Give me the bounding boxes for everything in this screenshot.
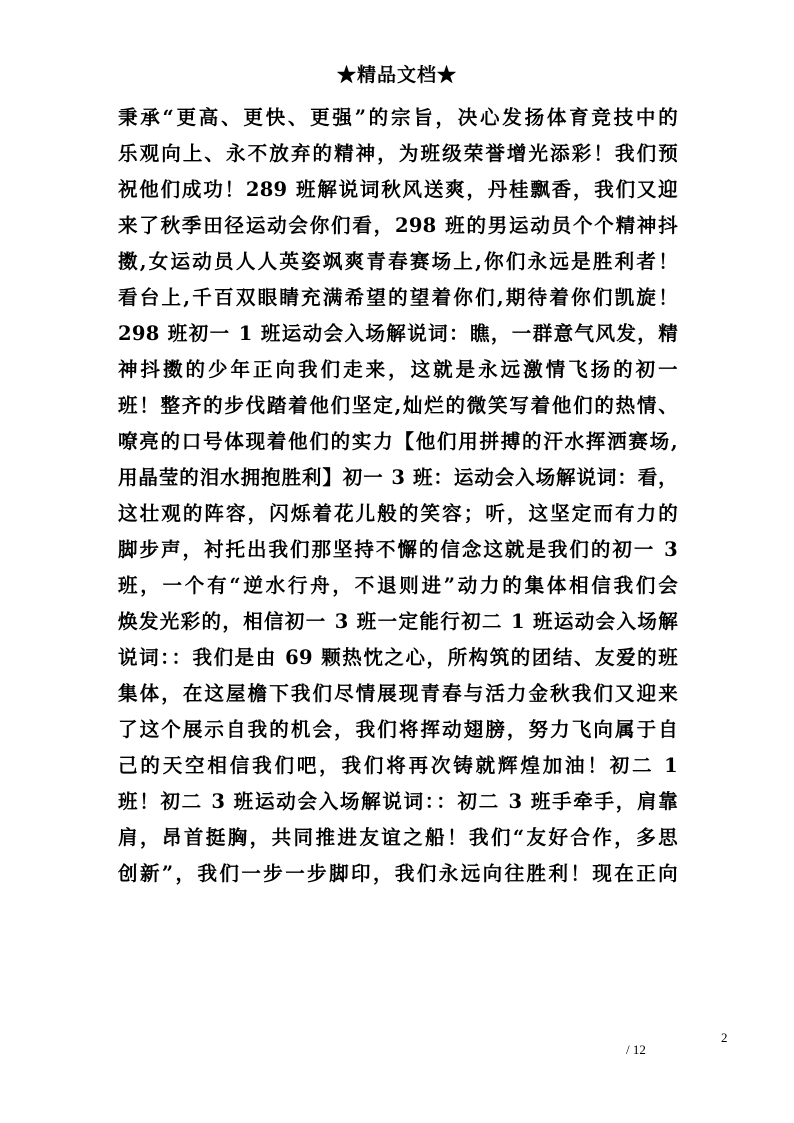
text-line: 擞,女运动员人人英姿飒爽青春赛场上,你们永远是胜利者！: [118, 250, 678, 273]
text-line: 看台上,千百双眼睛充满希望的望着你们,期待着你们凯旋！: [118, 286, 678, 309]
text-line: 嘹亮的口号体现着他们的实力【他们用拼搏的汗水挥洒赛场,: [118, 430, 678, 453]
document-header-title: ★精品文档★: [336, 64, 457, 86]
text-line: 说词：：我们是由 69 颗热忱之心，所构筑的团结、友爱的班: [118, 646, 678, 669]
text-line: 焕发光彩的，相信初一 3 班一定能行初二 1 班运动会入场解: [118, 610, 678, 633]
text-line: 这壮观的阵容，闪烁着花儿般的笑容；听，这坚定而有力的: [118, 502, 678, 525]
text-line: 集体，在这屋檐下我们尽情展现青春与活力金秋我们又迎来: [118, 682, 678, 705]
text-line: 己的天空相信我们吧，我们将再次铸就辉煌加油！初二 1: [118, 754, 678, 777]
text-line: 班！整齐的步伐踏着他们坚定,灿烂的微笑写着他们的热情、: [118, 394, 678, 417]
text-line: 脚步声，衬托出我们那坚持不懈的信念这就是我们的初一 3: [118, 538, 678, 561]
page-number: 2: [721, 1030, 728, 1045]
page-total: / 12: [626, 1042, 646, 1057]
text-line: 用晶莹的泪水拥抱胜利】初一 3 班：运动会入场解说词：看，: [118, 466, 678, 489]
text-line: 来了秋季田径运动会你们看，298 班的男运动员个个精神抖: [118, 214, 678, 237]
text-line: 神抖擞的少年正向我们走来，这就是永远激情飞扬的初一: [118, 358, 678, 381]
text-line: 乐观向上、永不放弃的精神，为班级荣誉增光添彩！我们预: [118, 142, 678, 165]
document-body: [118, 100, 678, 892]
text-line: 班，一个有“逆水行舟，不退则进”动力的集体相信我们会: [118, 574, 678, 597]
text-line: 了这个展示自我的机会，我们将挥动翅膀，努力飞向属于自: [118, 718, 678, 741]
text-line: 肩，昂首挺胸，共同推进友谊之船！我们“友好合作，多思: [118, 826, 678, 849]
text-line: 创新”，我们一步一步脚印，我们永远向往胜利！现在正向: [118, 862, 678, 885]
text-line: 班！初二 3 班运动会入场解说词：：初二 3 班手牵手，肩靠: [118, 790, 678, 813]
text-line: 祝他们成功！289 班解说词秋风送爽，丹桂飘香，我们又迎: [118, 178, 678, 201]
text-line: 秉承“更高、更快、更强”的宗旨，决心发扬体育竞技中的: [118, 106, 678, 129]
text-line: 298 班初一 1 班运动会入场解说词：瞧，一群意气风发，精: [118, 322, 678, 345]
